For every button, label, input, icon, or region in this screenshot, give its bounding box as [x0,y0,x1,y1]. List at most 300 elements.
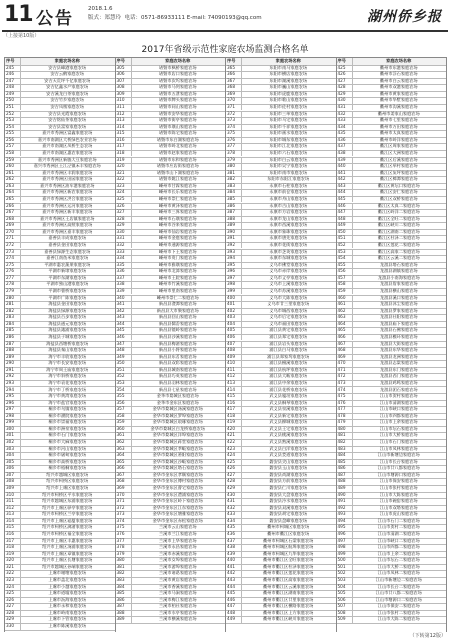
farm-name: 兰溪市赤溪家庭农场 [131,551,225,558]
row-number: 388 [227,215,235,221]
row-number: 442 [337,176,346,182]
row-number: 467 [337,340,346,346]
row-number: 372 [116,504,125,510]
farm-name: 嘉善县丰成家庭农场 [20,235,114,242]
farm-name: 海宁市丁桥家庭农场 [20,387,114,394]
farm-name: 诸暨市璜山家庭农场 [131,124,225,131]
farm-name: 武义县茭道家庭农场 [241,452,335,459]
row-number: 367 [227,77,235,83]
row-number: 330 [6,623,14,629]
farm-name: 新昌县羽林家庭农场 [131,380,225,387]
farm-name: 龙游县志棠家庭农场 [352,360,446,367]
row-number: 319 [6,550,14,556]
row-number: 444 [337,189,346,195]
row-number: 446 [337,202,346,208]
row-number: 387 [227,209,235,215]
row-number: 352 [116,373,125,379]
row-number: 449 [227,616,235,622]
farm-name: 义乌市苏溪家庭农场 [241,288,335,295]
farm-name: 嵊州市贵门家庭农场 [131,255,225,262]
farm-name: 江山市虎山家庭农场 [352,511,446,518]
farm-name: 衢州市衢江区峡川家庭农场 [241,616,335,623]
farm-name: 兰溪市兰江家庭农场 [131,531,225,538]
row-number: 317 [6,537,14,543]
farm-name: 金华市金东区塘雅家庭农场 [131,511,225,518]
row-number: 298 [6,412,14,418]
row-number: 287 [6,340,14,346]
farm-name: 衢州市衢江区云溪家庭农场 [241,584,335,591]
farm-name: 衢州市黄家家庭农场 [352,91,446,98]
row-number: 347 [116,340,125,346]
farm-name: 海盐县澉浦家庭农场 [20,327,114,334]
row-number: 440 [227,557,235,563]
farm-name: 平湖市东湖家庭农场 [20,275,114,282]
masthead [2,2,448,32]
row-number: 322 [6,570,14,576]
farm-name: 义乌市城西家庭农场 [241,308,335,315]
page-title: 2017年省级示范性家庭农场监测合格名单 [141,45,309,55]
row-number: 509 [337,616,346,622]
row-number: 396 [227,268,235,274]
row-number: 423 [227,445,235,451]
row-number: 483 [337,445,346,451]
farm-name: 龙游县社阳家庭农场 [352,314,446,321]
farm-name: 武义县熟溪家庭农场 [241,439,335,446]
row-number: 464 [337,320,346,326]
row-number: 472 [337,373,346,379]
row-number: 285 [6,327,14,333]
farm-name: 永康市花街家庭农场 [241,242,335,249]
row-number: 402 [227,307,235,313]
farm-name: 龙游县沐尘家庭农场 [352,301,446,308]
header-name: 家庭农场名称 [131,58,225,65]
farm-name: 嵊州市长乐家庭农场 [131,189,225,196]
farm-name: 龙游县庙下家庭农场 [352,321,446,328]
row-number: 476 [337,399,346,405]
farm-name: 兰溪市柏社家庭农场 [131,603,225,610]
row-number: 366 [227,71,235,77]
farm-name: 安吉溪龙白茶家庭农场 [20,91,114,98]
farm-name: 龙游县湖镇家庭农场 [352,268,446,275]
row-number: 312 [116,110,125,116]
farm-name: 海宁市盐官家庭农场 [20,400,114,407]
table-column [116,58,227,632]
row-number: 276 [6,268,14,274]
farm-name: 绍兴市上虞区章镇家庭农场 [20,551,114,558]
row-number: 289 [6,353,14,359]
farm-name: 江山市上余二家庭农场 [352,551,446,558]
farm-name: 桐乡市洲泉家庭农场 [20,426,114,433]
farm-name: 金华市婺城区箬阳家庭农场 [131,452,225,459]
farm-name: 衢江区莲花二家庭农场 [352,242,446,249]
farm-name: 江山市大桥家庭农场 [352,432,446,439]
farm-name: 浦江县郑宅家庭农场 [241,334,335,341]
row-number: 310 [6,491,14,497]
farm-name: 武义县泉溪家庭农场 [241,406,335,413]
row-number: 440 [337,163,346,169]
farm-name: 江山市贺村家庭农场 [352,393,446,400]
farm-name: 绍兴市上虞区驿亭家庭农场 [20,505,114,512]
farm-name: 衢州市太真家庭农场 [352,130,446,137]
row-number: 260 [6,163,14,169]
row-number: 320 [6,557,14,563]
farm-name: 衢州市衢江区湖南家庭农场 [241,590,335,597]
farm-name: 绍兴市上虞区丰惠家庭农场 [20,538,114,545]
farm-name: 衢州市衢江区家庭农场 [241,531,335,538]
farm-name: 嵊州市里南家庭农场 [131,288,225,295]
farm-name: 永康市舟山家庭农场 [241,196,335,203]
row-number: 249 [6,90,14,96]
row-number: 424 [227,452,235,458]
farm-name: 平湖市惠农蔬果家庭农场 [20,262,114,269]
row-number: 475 [337,393,346,399]
row-number: 318 [6,544,14,550]
farm-name: 龙游县鸡鸣家庭农场 [352,380,446,387]
farm-name: 桐乡市屠甸家庭农场 [20,452,114,459]
farm-name: 衢州市衢江区杜泽家庭农场 [241,564,335,571]
row-number: 460 [337,294,346,300]
header-name: 家庭农场名称 [20,58,114,65]
farm-name: 江山市大陈二家庭农场 [352,616,446,623]
table-row [337,616,447,624]
farm-name: 永康市芝英家庭农场 [241,249,335,256]
row-number: 438 [337,149,346,155]
row-number: 431 [227,498,235,504]
farm-name: 诸暨市陈宅家庭农场 [131,130,225,137]
farm-name: 平湖市独山港家庭农场 [20,281,114,288]
farm-name: 桐乡市石门家庭农场 [20,432,114,439]
farm-name: 绍兴市柯桥区福全家庭农场 [20,531,114,538]
row-number: 307 [6,471,14,477]
row-number: 422 [227,439,235,445]
row-number: 349 [116,353,125,359]
farm-name: 金华市婺城区洋埠家庭农场 [131,432,225,439]
farm-name: 金华市金东区傅村家庭农场 [131,478,225,485]
farm-name: 上虞市道墟家庭农场 [20,590,114,597]
farm-name: 龙游县詹家家庭农场 [352,281,446,288]
row-number: 385 [227,195,235,201]
row-number: 328 [6,609,14,615]
row-number: 443 [227,577,235,583]
farm-name: 诸暨市同山家庭农场 [131,104,225,111]
header-no: 序号 [337,58,346,63]
row-number: 413 [227,379,235,385]
farm-name: 龙游县横山家庭农场 [352,288,446,295]
paper-logo: 湖州侨乡报 [367,9,442,25]
row-number: 428 [337,84,346,90]
row-number: 303 [6,445,14,451]
row-number: 441 [227,563,235,569]
farm-name: 衢江区举村家庭农场 [352,163,446,170]
farm-name: 嘉善县绿源生态家庭农场 [20,249,114,256]
farm-name: 嵊州市通源家庭农场 [131,242,225,249]
row-number: 478 [337,412,346,418]
farm-name: 嘉兴市秀洲区嘉丰家庭农场 [20,229,114,236]
farm-name: 海盐县通元家庭农场 [20,321,114,328]
header-no: 序号 [6,58,15,63]
farm-name: 浦江县白马家庭农场 [241,347,335,354]
row-number: 313 [6,511,14,517]
farm-name: 衢州市衢江区廿里家庭农场 [241,597,335,604]
farm-name: 义乌市佛堂家庭农场 [241,262,335,269]
farm-name: 金华市金东区家庭农场 [131,400,225,407]
row-number: 333 [116,248,125,254]
farm-name: 兰溪市香溪家庭农场 [131,584,225,591]
farm-name: 绍兴市越城区孙端家庭农场 [20,564,114,571]
row-number: 430 [337,97,346,103]
farm-name: 上虞市沥海家庭农场 [20,597,114,604]
row-number: 315 [116,130,125,136]
farm-name: 嘉兴市秀洲区田园家庭农场 [20,176,114,183]
farm-name: 金华市金东区曹宅家庭农场 [131,485,225,492]
farm-name: 兰溪市马涧家庭农场 [131,590,225,597]
row-number: 268 [6,215,14,221]
row-number: 404 [227,320,235,326]
row-number: 493 [337,511,346,517]
row-number: 359 [116,419,125,425]
farm-name: 龙游县小南海家庭农场 [352,275,446,282]
farm-name: 江山市碗窑家庭农场 [352,498,446,505]
row-number: 335 [116,261,125,267]
row-number: 381 [116,563,125,569]
row-number: 397 [227,274,235,280]
row-number: 485 [337,458,346,464]
row-number: 345 [116,327,125,333]
farm-name: 义乌市上溪家庭农场 [241,281,335,288]
farm-name: 江山市塘源口二家庭农场 [352,597,446,604]
farm-name: 浦江县中余家庭农场 [241,380,335,387]
row-number: 304 [6,452,14,458]
row-number: 492 [337,504,346,510]
row-number: 356 [116,399,125,405]
farm-name: 金华市婺城区家庭农场 [131,393,225,400]
row-number: 314 [116,123,125,129]
farm-name: 磐安县双溪家庭农场 [241,505,335,512]
farm-name: 诸暨市安华家庭农场 [131,111,225,118]
farm-name: 嘉兴市秀洲区新塍大豆家庭农场 [20,157,114,164]
farm-name: 嵊州市雅璜家庭农场 [131,262,225,269]
row-number: 432 [227,504,235,510]
farm-name: 浦江县郑家坞家庭农场 [241,354,335,361]
row-number: 271 [6,235,14,241]
row-number: 392 [227,241,235,247]
farm-name: 衢州市衢江区上方家庭农场 [241,610,335,617]
row-number: 387 [116,603,125,609]
row-number: 368 [227,84,235,90]
row-number: 297 [6,406,14,412]
row-number: 429 [337,90,346,96]
farm-name: 嵊州市金庭家庭农场 [131,235,225,242]
row-number: 442 [227,570,235,576]
row-number: 411 [227,366,235,372]
row-number: 436 [337,136,346,142]
farm-name: 海宁市袁花家庭农场 [20,380,114,387]
farm-name: 义乌市福田家庭农场 [241,321,335,328]
row-number: 505 [337,590,346,596]
farm-name: 安吉云鹤家庭农场 [20,71,114,78]
header-no: 序号 [227,58,236,63]
row-number: 500 [337,557,346,563]
row-number: 453 [337,248,346,254]
farm-name: 嘉兴市秀洲区新农家庭农场 [20,189,114,196]
row-number: 444 [227,583,235,589]
row-number: 426 [337,71,346,77]
row-number: 329 [116,222,125,228]
farm-name: 义乌市后宅家庭农场 [241,314,335,321]
row-number: 259 [6,156,14,162]
row-number: 382 [116,570,125,576]
farm-name: 新昌县镜岭家庭农场 [131,327,225,334]
row-number: 362 [116,439,125,445]
row-number: 351 [116,366,125,372]
farm-name: 永康市象珠家庭农场 [241,229,335,236]
farm-name: 东阳市吴宁家庭农场 [241,163,335,170]
row-number: 305 [116,64,125,70]
row-number: 403 [227,314,235,320]
farm-name: 浦江县大畈家庭农场 [241,373,335,380]
row-number: 385 [116,590,125,596]
farm-name: 江山市新塘边家庭农场 [352,452,446,459]
farm-name: 安吉县富家家庭农场 [20,124,114,131]
row-number: 456 [337,268,346,274]
row-number: 327 [6,603,14,609]
row-number: 353 [116,379,125,385]
farm-name: 嘉兴市秀洲区运河家庭农场 [20,203,114,210]
row-number: 390 [227,228,235,234]
farm-name: 东阳市马宅家庭农场 [241,117,335,124]
row-number: 340 [116,294,125,300]
row-number: 425 [337,64,346,70]
farm-name: 永康市唐先家庭农场 [241,235,335,242]
farm-name: 嘉兴市秀洲区王店镇家庭农场 [20,216,114,223]
farm-name: 衢州市华墅家庭农场 [352,97,446,104]
farm-name: 平湖市曹桥家庭农场 [20,288,114,295]
row-number: 308 [6,478,14,484]
farm-name: 永康市东城家庭农场 [241,255,335,262]
row-number: 311 [6,498,14,504]
farm-name: 嵊州市崇仁二家庭农场 [131,295,225,302]
farm-name: 江山市峡口家庭农场 [352,406,446,413]
row-number: 373 [227,117,235,123]
row-number: 434 [337,123,346,129]
farm-name: 衢州市衢江区莲花家庭农场 [241,570,335,577]
farm-name: 诸暨市街亭家庭农场 [131,117,225,124]
row-number: 316 [116,136,125,142]
row-number: 482 [337,439,346,445]
farm-name: 上虞市小越家庭农场 [20,584,114,591]
farm-name: 江山市贺村二家庭农场 [352,524,446,531]
row-number: 450 [337,228,346,234]
row-number: 437 [227,537,235,543]
farm-name: 浦江县花桥家庭农场 [241,387,335,394]
row-number: 434 [227,517,235,523]
row-number: 261 [6,169,14,175]
farm-name: 义乌市大陈家庭农场 [241,295,335,302]
row-number: 452 [337,241,346,247]
row-number: 420 [227,425,235,431]
farm-name: 新昌县巧英家庭农场 [131,373,225,380]
row-number: 380 [227,163,235,169]
row-number: 325 [6,590,14,596]
farm-name: 龙游县模环家庭农场 [352,334,446,341]
row-number: 383 [227,182,235,188]
header-no: 序号 [116,58,125,63]
farm-name: 衢江区大洲家庭农场 [352,150,446,157]
farm-name: 东阳市虎鹿家庭农场 [241,91,335,98]
row-number: 378 [227,149,235,155]
row-number: 270 [6,228,14,234]
row-number: 365 [227,64,235,70]
row-number: 262 [6,176,14,182]
row-number: 463 [337,314,346,320]
farm-name: 衢江区峡川二家庭农场 [352,222,446,229]
row-number: 389 [227,222,235,228]
table-column [5,58,116,632]
farm-name: 安吉铭仙茶家庭农场 [20,117,114,124]
farm-name: 衢州市双港家庭农场 [352,84,446,91]
row-number: 280 [6,294,14,300]
contact-info: 电话：0571-86933111 E-mail: 74090193@qq.com [124,15,262,21]
farm-name: 诸暨市枫桥家庭农场 [131,65,225,72]
farm-list-table [4,57,447,632]
row-number: 477 [337,406,346,412]
farm-name: 新昌县双彩家庭农场 [131,360,225,367]
row-number: 416 [227,399,235,405]
row-number: 430 [227,491,235,497]
continued-note: （上接第10版） [3,33,40,39]
farm-name: 诸暨市应店街家庭农场 [131,163,225,170]
row-number: 433 [227,511,235,517]
farm-name: 义乌市廿三里家庭农场 [241,301,335,308]
farm-name: 上虞市谢塘家庭农场 [20,570,114,577]
farm-name: 诸暨市东白湖家庭农场 [131,137,225,144]
row-number: 295 [6,393,14,399]
farm-name: 武义县新宅家庭农场 [241,413,335,420]
farm-name: 浦江县杭坪家庭农场 [241,367,335,374]
farm-name: 江山市双塔家庭农场 [352,505,446,512]
farm-name: 衢江区双桥家庭农场 [352,196,446,203]
row-number: 481 [337,432,346,438]
row-number: 445 [227,590,235,596]
row-number: 414 [227,386,235,392]
farm-name: 绍兴市上虞区崧厦家庭农场 [20,518,114,525]
row-number: 491 [337,498,346,504]
farm-name: 绍兴市柯桥区平水家庭农场 [20,492,114,499]
row-number: 469 [337,353,346,359]
farm-name: 兰溪市黄店家庭农场 [131,577,225,584]
row-number: 350 [116,360,125,366]
farm-name: 义乌市义亭家庭农场 [241,275,335,282]
row-number: 499 [337,550,346,556]
row-number: 479 [337,419,346,425]
row-number: 342 [116,307,125,313]
farm-name: 衢江区太真二家庭农场 [352,203,446,210]
farm-name: 嘉兴市秀洲区丰润家庭农场 [20,170,114,177]
row-number: 255 [6,130,14,136]
row-number: 394 [227,255,235,261]
row-number: 382 [227,176,235,182]
row-number: 368 [116,478,125,484]
farm-name: 诸暨市赵家家庭农场 [131,150,225,157]
row-number: 419 [227,419,235,425]
farm-name: 嘉兴市秀洲区油车港家庭农场 [20,183,114,190]
farm-name: 嘉兴市南湖区大桥绿色农业农场 [20,137,114,144]
row-number: 421 [227,432,235,438]
farm-name: 磐安县盘峰家庭农场 [241,518,335,525]
farm-name: 诸暨市牌头家庭农场 [131,97,225,104]
row-number: 323 [6,577,14,583]
row-number: 264 [6,189,14,195]
